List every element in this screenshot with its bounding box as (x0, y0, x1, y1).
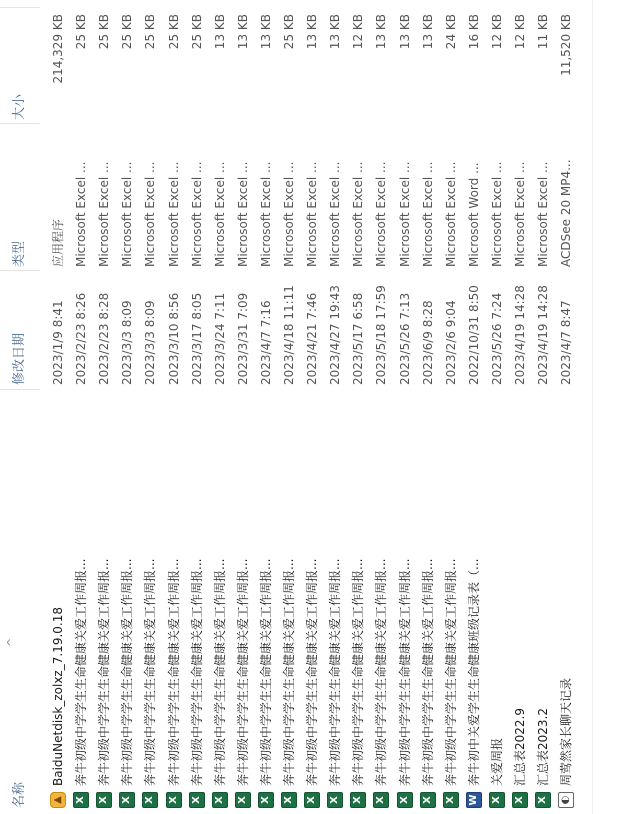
file-type: Microsoft Excel ... (282, 161, 296, 267)
excel-icon: X (397, 792, 413, 808)
file-size: 11,520 KB (559, 14, 574, 76)
column-header-date[interactable]: 修改日期 (12, 332, 27, 385)
excel-icon: X (373, 792, 389, 808)
file-type: Microsoft Excel ... (420, 161, 435, 267)
file-type: Microsoft Excel ... (143, 161, 158, 267)
file-type: Microsoft Excel ... (443, 161, 458, 267)
file-type: Microsoft Word ... (466, 162, 481, 267)
file-row[interactable] (186, 0, 209, 814)
file-name: 奔牛初中关爱学生生命健康班级记录表（... (466, 558, 481, 786)
file-type: Microsoft Excel ... (536, 161, 551, 267)
file-size: 12 KB (513, 14, 527, 50)
file-size: 25 KB (166, 14, 181, 50)
app-icon: ▲ (50, 792, 66, 808)
excel-icon: X (350, 792, 366, 808)
file-date-modified: 2023/5/26 7:24 (489, 292, 504, 385)
excel-icon: X (258, 792, 274, 808)
file-size: 13 KB (397, 14, 412, 50)
column-header-row (0, 0, 40, 814)
file-row[interactable] (232, 0, 255, 814)
excel-icon: X (489, 792, 505, 808)
file-type: Microsoft Excel ... (351, 161, 366, 267)
file-row[interactable] (532, 0, 555, 814)
column-divider[interactable] (0, 7, 40, 8)
file-name: 汇总表2022.9 (513, 708, 527, 786)
file-size: 12 KB (489, 14, 504, 50)
file-name: 奔牛初级中学学生生命健康关爱工作周报... (328, 558, 343, 786)
file-row[interactable] (347, 0, 370, 814)
excel-icon: X (166, 792, 182, 808)
file-row[interactable] (324, 0, 347, 814)
file-size: 16 KB (466, 14, 481, 50)
file-name: 关爱周报 (489, 737, 504, 786)
file-name: 奔牛初级中学学生生命健康关爱工作周报... (189, 558, 204, 786)
excel-icon: X (235, 792, 251, 808)
file-type: Microsoft Excel ... (374, 161, 389, 267)
column-header-name[interactable]: 名称 (12, 781, 27, 808)
file-type: Microsoft Excel ... (235, 161, 250, 267)
file-size: 25 KB (97, 14, 112, 50)
file-name: 奔牛初级中学学生生命健康关爱工作周报... (443, 558, 458, 786)
file-row[interactable] (93, 0, 116, 814)
excel-icon: X (304, 792, 320, 808)
file-type: Microsoft Excel ... (120, 161, 135, 267)
file-date-modified: 2023/4/21 7:46 (305, 292, 320, 385)
file-row[interactable] (163, 0, 186, 814)
column-header-size[interactable]: 大小 (12, 93, 27, 120)
column-header-type[interactable]: 类型 (12, 240, 27, 267)
excel-icon: X (420, 792, 436, 808)
file-name: 奔牛初级中学学生生命健康关爱工作周报... (212, 558, 227, 786)
file-name: 奔牛初级中学学生生命健康关爱工作周报... (120, 558, 135, 786)
excel-icon: X (512, 792, 528, 808)
file-row[interactable] (440, 0, 463, 814)
file-size: 13 KB (420, 14, 435, 50)
file-date-modified: 2023/1/9 8:41 (51, 300, 65, 385)
file-size: 13 KB (328, 14, 343, 50)
file-date-modified: 2023/4/19 14:28 (536, 285, 551, 385)
file-name: 奔牛初级中学学生生命健康关爱工作周报... (420, 558, 435, 786)
file-date-modified: 2023/3/3 8:09 (143, 300, 158, 385)
excel-icon: X (96, 792, 112, 808)
file-date-modified: 2023/3/3 8:09 (120, 300, 135, 385)
file-name: 奔牛初级中学学生生命健康关爱工作周报... (351, 558, 366, 786)
column-divider[interactable] (0, 270, 40, 271)
excel-icon: X (443, 792, 459, 808)
file-date-modified: 2023/3/10 8:56 (166, 292, 181, 385)
file-date-modified: 2023/4/7 7:16 (258, 300, 273, 385)
file-size: 13 KB (305, 14, 320, 50)
excel-icon: X (535, 792, 551, 808)
excel-icon: X (212, 792, 228, 808)
excel-icon: X (281, 792, 297, 808)
file-name: BaiduNetdisk_zolxz_7.19.0.18 (51, 607, 65, 786)
file-name: 奔牛初级中学学生生命健康关爱工作周报... (282, 558, 296, 786)
file-date-modified: 2023/4/27 19:43 (328, 285, 343, 385)
file-size: 13 KB (374, 14, 389, 50)
file-type: Microsoft Excel ... (258, 161, 273, 267)
file-type: Microsoft Excel ... (489, 161, 504, 267)
excel-icon: X (119, 792, 135, 808)
file-row[interactable] (255, 0, 278, 814)
file-row[interactable] (278, 0, 301, 814)
file-date-modified: 2023/3/24 7:11 (212, 292, 227, 385)
file-type: Microsoft Excel ... (166, 161, 181, 267)
file-name: 奔牛初级中学学生生命健康关爱工作周报... (374, 558, 389, 786)
excel-icon: X (142, 792, 158, 808)
file-date-modified: 2023/4/18 11:11 (282, 285, 296, 385)
file-type: Microsoft Excel ... (513, 161, 527, 267)
file-date-modified: 2023/5/18 17:59 (374, 285, 389, 385)
file-name: 奔牛初级中学学生生命健康关爱工作周报... (258, 558, 273, 786)
file-date-modified: 2023/4/19 14:28 (513, 285, 527, 385)
file-size: 13 KB (235, 14, 250, 50)
file-row[interactable] (209, 0, 232, 814)
file-type: Microsoft Excel ... (305, 161, 320, 267)
file-date-modified: 2023/2/6 9:04 (443, 300, 458, 385)
file-size: 13 KB (212, 14, 227, 50)
file-date-modified: 2022/10/31 8:50 (466, 285, 481, 385)
excel-icon: X (327, 792, 343, 808)
column-divider[interactable] (0, 123, 40, 124)
file-date-modified: 2023/2/23 8:26 (74, 292, 89, 385)
file-row[interactable] (463, 0, 486, 814)
file-name: 奔牛初级中学学生生命健康关爱工作周报... (143, 558, 158, 786)
file-date-modified: 2023/5/26 7:13 (397, 292, 412, 385)
file-size: 24 KB (443, 14, 458, 50)
file-type: Microsoft Excel ... (97, 161, 112, 267)
file-size: 11 KB (536, 14, 551, 50)
file-row[interactable] (555, 0, 578, 814)
file-type: Microsoft Excel ... (397, 161, 412, 267)
file-size: 13 KB (258, 14, 273, 50)
file-name: 奔牛初级中学学生生命健康关爱工作周报... (397, 558, 412, 786)
file-date-modified: 2023/5/17 6:58 (351, 292, 366, 385)
file-row[interactable] (486, 0, 509, 814)
file-type: Microsoft Excel ... (189, 161, 204, 267)
file-date-modified: 2023/3/17 8:05 (189, 292, 204, 385)
file-row[interactable] (116, 0, 139, 814)
file-size: 214,329 KB (51, 14, 65, 84)
file-name: 奔牛初级中学学生生命健康关爱工作周报... (166, 558, 181, 786)
file-name: 奔牛初级中学学生生命健康关爱工作周报... (97, 558, 112, 786)
column-divider[interactable] (0, 389, 40, 390)
file-name: 汇总表2023.2 (536, 708, 551, 786)
file-date-modified: 2023/6/9 8:28 (420, 300, 435, 385)
file-size: 25 KB (120, 14, 135, 50)
file-date-modified: 2023/3/31 7:09 (235, 292, 250, 385)
acdsee-icon: ◐ (558, 792, 574, 808)
file-size: 25 KB (282, 14, 296, 50)
file-type: Microsoft Excel ... (74, 161, 89, 267)
file-date-modified: 2023/2/23 8:28 (97, 292, 112, 385)
file-type: Microsoft Excel ... (328, 161, 343, 267)
file-row[interactable] (139, 0, 162, 814)
file-row[interactable] (47, 0, 70, 814)
word-icon: W (466, 792, 482, 808)
excel-icon: X (73, 792, 89, 808)
file-size: 25 KB (143, 14, 158, 50)
file-row[interactable] (70, 0, 93, 814)
file-name: 奔牛初级中学学生生命健康关爱工作周报... (74, 558, 89, 786)
file-name: 周莺然家长聊天记录 (559, 677, 574, 786)
file-type: 应用程序 (51, 218, 65, 267)
file-row[interactable] (370, 0, 393, 814)
sort-ascending-icon: ^ (5, 637, 18, 647)
file-date-modified: 2023/4/7 8:47 (559, 300, 574, 385)
file-row[interactable] (301, 0, 324, 814)
excel-icon: X (189, 792, 205, 808)
file-type: Microsoft Excel ... (212, 161, 227, 267)
file-size: 12 KB (351, 14, 366, 50)
file-name: 奔牛初级中学学生生命健康关爱工作周报... (235, 558, 250, 786)
divider (592, 0, 593, 814)
file-row[interactable] (509, 0, 532, 814)
file-name: 奔牛初级中学学生生命健康关爱工作周报... (305, 558, 320, 786)
file-size: 25 KB (74, 14, 89, 50)
file-row[interactable] (394, 0, 417, 814)
file-row[interactable] (417, 0, 440, 814)
file-type: ACDSee 20 MP4... (559, 159, 574, 267)
file-size: 25 KB (189, 14, 204, 50)
